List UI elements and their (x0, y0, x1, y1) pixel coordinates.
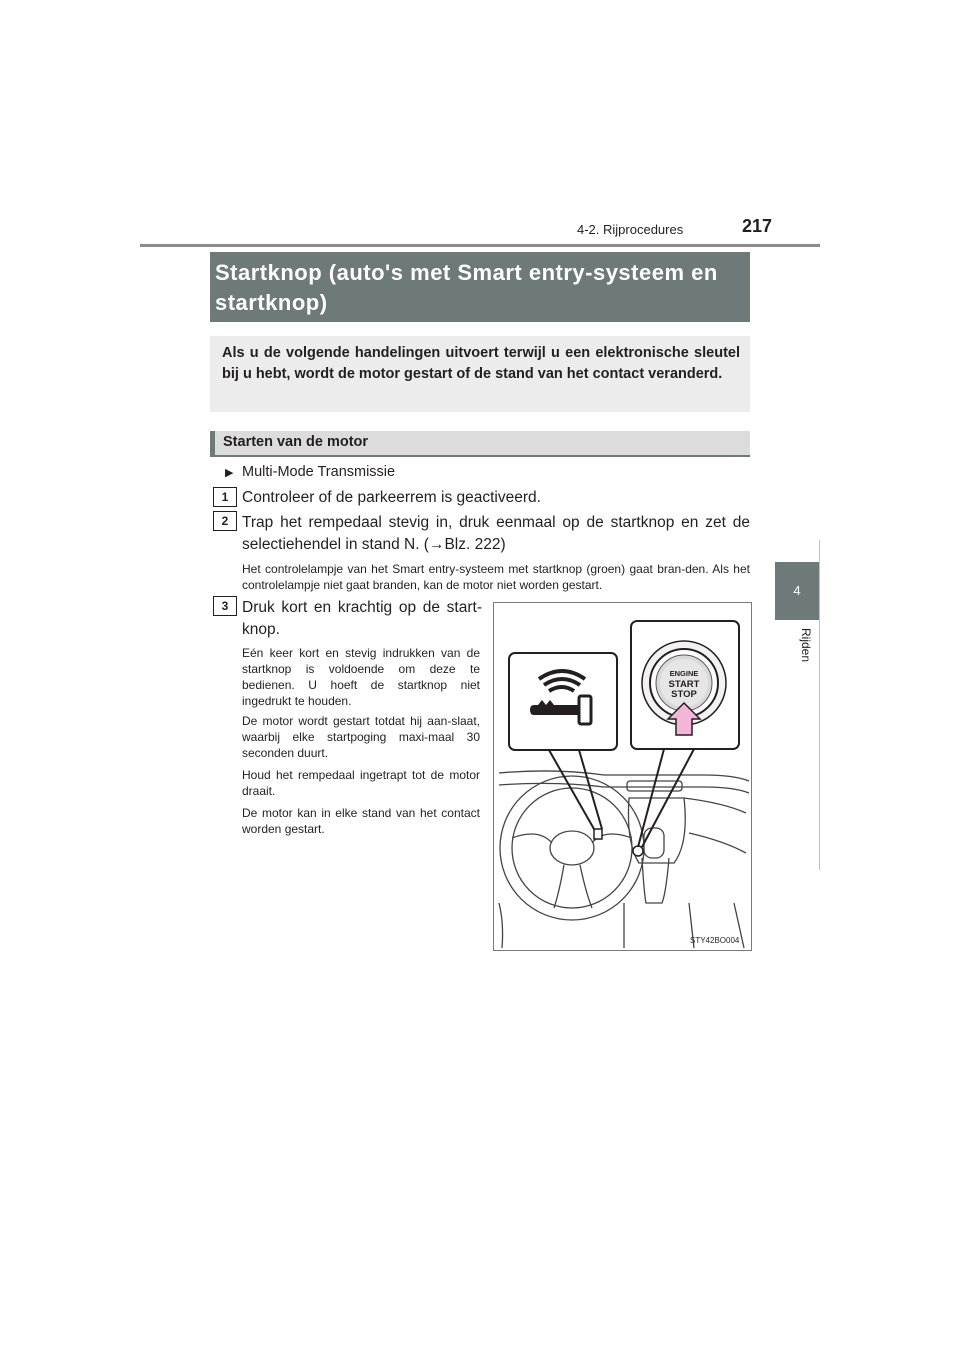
step-3-text: Druk kort en krachtig op de start-knop. (242, 599, 482, 638)
button-label-stop: STOP (671, 689, 697, 700)
chapter-tab[interactable]: 4 (775, 562, 819, 620)
dashboard-figure (493, 602, 752, 951)
triangle-bullet-icon: ▶ (225, 467, 234, 479)
bullet-text: Multi-Mode Transmissie (242, 464, 396, 480)
step-number-2: 2 (213, 511, 237, 531)
step-3-note-4: De motor kan in elke stand van het contact worden gestart. (242, 806, 480, 836)
header-rule (140, 244, 820, 247)
step-3-note-3: Houd het rempedaal ingetrapt tot de motor draait. (242, 768, 480, 798)
intro-text: Als u de volgende handelingen uitvoert terwijl u een elektronische sleutel bij u hebt, wordt de motor gestart of de stand van het contact veranderd. (222, 345, 740, 382)
figure-code: STY42BO004 (690, 936, 740, 945)
step-1-text: Controleer of de parkeerrem is geactiveerd. (242, 489, 541, 506)
chapter-label: Rijden (799, 628, 813, 663)
page-number: 217 (742, 216, 773, 236)
header-section: 4-2. Rijprocedures (577, 222, 684, 237)
side-divider (819, 540, 820, 870)
step-2-text: Trap het rempedaal stevig in, druk eenmaal op de startknop en zet de selectiehendel in stand N. (→Blz. 222) (242, 514, 750, 553)
subheading: Starten van de motor (223, 434, 369, 450)
dashboard-illustration (494, 603, 751, 950)
page-title: Startknop (auto's met Smart entry-systeem en startknop) (215, 260, 718, 315)
step-2-note: Het controlelampje van het Smart entry-systeem met startknop (groen) gaat bran-den. Als het controlelampje niet gaat branden, kan de motor niet worden gestart. (242, 562, 750, 592)
step-3-note-1: Eén keer kort en stevig indrukken van de startknop is voldoende om deze te bedienen. U hoeft de startknop niet ingedrukt te houden. (242, 646, 480, 708)
step-number-1: 1 (213, 487, 237, 507)
step-number-3: 3 (213, 596, 237, 616)
button-label-start: START (668, 679, 700, 690)
step-3-note-2: De motor wordt gestart totdat hij aan-slaat, waarbij elke startpoging maxi-maal 30 seconden duurt. (242, 714, 480, 760)
button-label-engine: ENGINE (669, 669, 699, 678)
subheading-bar (210, 431, 215, 457)
